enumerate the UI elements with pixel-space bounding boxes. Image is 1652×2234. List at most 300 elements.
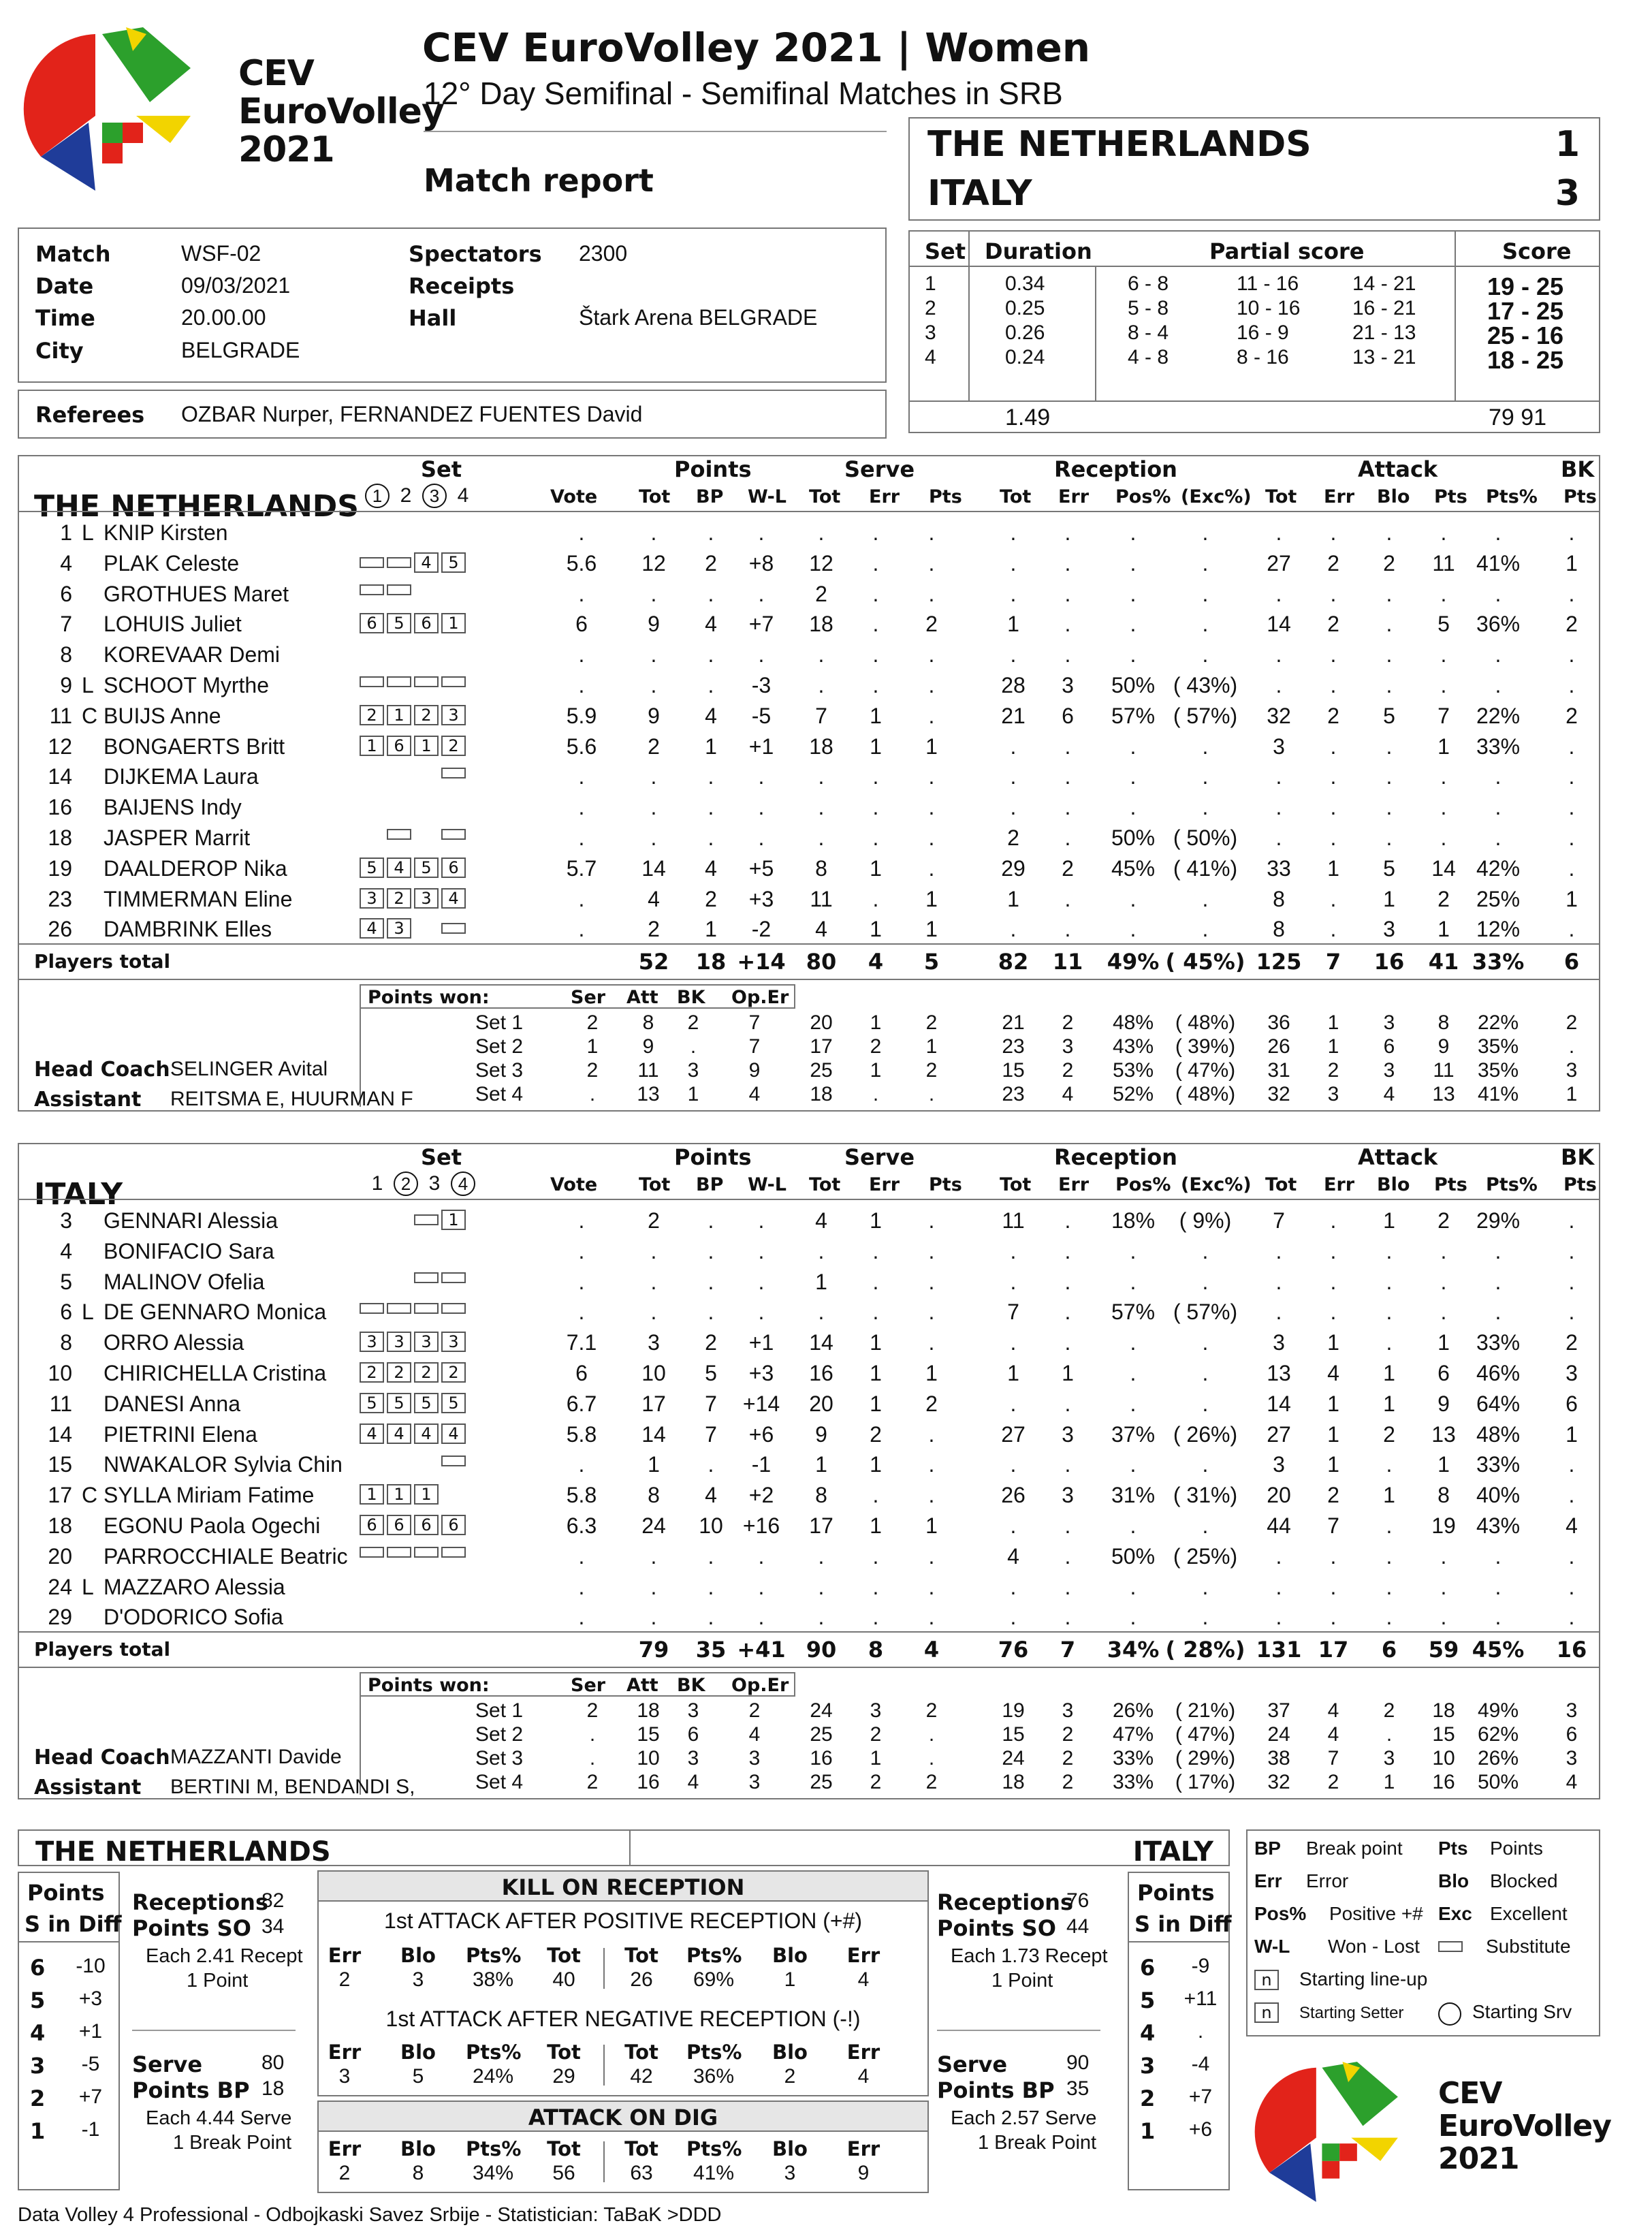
player-number: 15 [48,1452,72,1477]
player-stat: . [1010,734,1017,759]
h-reception: Reception [1054,1144,1177,1170]
player-stat: 22% [1476,703,1521,728]
set-2-col-2: 5 - 8 [1128,297,1169,319]
starting-position: 2 [360,705,384,725]
player-stat: . [650,1238,657,1263]
set-2-col-3: 10 - 16 [1237,297,1301,319]
set-3-col-4: 21 - 13 [1352,321,1416,344]
substitute-icon [441,768,466,778]
player-stat: . [1010,1238,1017,1263]
cev-logo-icon [14,14,204,204]
player-stat: . [578,1543,585,1569]
player-stat: 27 [1001,1421,1026,1447]
player-stat: . [650,764,657,789]
bottom-logo [1246,2050,1611,2214]
bp-label: Points BP [937,2077,1055,2103]
legend-desc: Positive +# [1329,1903,1423,1924]
player-number: 18 [48,1513,72,1538]
h-set: Set [421,1144,462,1170]
assistant-names: REITSMA E, HUURMAN F [170,1088,413,1111]
rot-zone: 4 [1140,2020,1156,2046]
starting-position: 2 [387,888,411,909]
player-stat: 4 [705,855,717,881]
team-a-panel [18,455,1600,1112]
player-row [19,1358,1599,1388]
set-row-stat: 31 [1267,1059,1290,1082]
dig-title: ATTACK ON DIG [528,2105,718,2130]
city-key: City [35,338,84,364]
set-row-stat: 41% [1477,1083,1519,1106]
sets-h-duration: Duration [985,238,1092,264]
player-stat: ( 25%) [1173,1543,1238,1569]
player-stat: 40% [1476,1483,1521,1508]
player-stat: . [758,520,765,545]
player-number: 26 [48,917,72,942]
set-row-stat: 62% [1477,1723,1519,1746]
player-stat: . [1495,673,1502,697]
player-stat: 4 [815,1208,827,1233]
player-stat: . [708,795,714,820]
player-stat: . [578,1574,585,1599]
player-stat: . [928,825,935,850]
each1: Each 2.41 Recept [146,1945,303,1967]
player-sets [360,858,468,878]
team1-name: THE NETHERLANDS [927,124,1312,165]
city-value: BELGRADE [181,338,300,362]
player-name: DANESI Anna [104,1391,240,1416]
player-stat: 64% [1476,1391,1521,1416]
player-stat: . [1130,1605,1137,1630]
stat-v: 69% [693,1968,735,1991]
player-stat: . [1495,520,1502,545]
set-row-won: 4 [748,1083,761,1106]
player-sets [360,736,468,756]
col-h: Err [328,1944,362,1967]
sub-h-err-5: Err [869,486,900,507]
set-row-stat: 1 [1327,1011,1339,1035]
player-stat: 3 [1273,734,1285,759]
player-stat: . [1330,1238,1337,1263]
rec-value: 76 [1066,1889,1090,1912]
starting-position: 5 [387,613,411,633]
stat-v: 41% [693,2162,735,2184]
reception-serve-a [132,1880,309,2193]
player-stat: . [1568,1483,1575,1508]
col-h: Blo [400,2041,436,2064]
set-row-stat: 3 [1566,1059,1578,1082]
sub-h-wl-3: W-L [748,1174,787,1195]
sets-h-score: Score [1502,238,1572,264]
player-stat: -1 [751,1452,772,1477]
pw-bk: BK [677,1675,705,1697]
set-row-won: 2 [586,1011,599,1035]
player-stat: . [1275,642,1282,667]
player-stat: . [928,795,935,820]
player-stat: . [928,764,935,789]
player-stat: . [1202,795,1209,820]
player-stat: 5 [1383,703,1395,728]
player-row [19,1419,1599,1449]
set-1-col-5: 19 - 25 [1487,272,1564,300]
player-stat: . [1130,734,1137,759]
player-stat: 3 [1566,1361,1578,1385]
set-row-stat: . [1386,1723,1393,1746]
assistant-names: BERTINI M, BENDANDI S, [170,1776,415,1799]
player-stat: . [1130,1361,1137,1385]
substitute-icon [387,676,411,687]
set-row-stat: 3 [1383,1059,1395,1082]
player-stat: 5.8 [566,1483,597,1508]
player-stat: 3 [1273,1330,1285,1355]
sub-h-tot-7: Tot [1000,1174,1032,1195]
player-stat: 1 [870,917,882,942]
starting-position: 1 [414,1484,439,1505]
substitute-icon [414,676,439,687]
so-label: Points SO [937,1915,1056,1941]
player-stat: . [1330,673,1337,697]
hall-value: Štark Arena BELGRADE [579,305,818,330]
players-total-label: Players total [34,950,171,973]
player-stat: . [1568,1452,1575,1477]
stat-v: 42 [630,2065,653,2088]
set-row-stat: 2 [925,1011,938,1035]
receipts-key: Receipts [409,273,515,299]
player-stat: 2 [1327,1483,1339,1508]
player-stat: . [650,1543,657,1569]
set-row-stat: 4 [1062,1083,1074,1106]
player-role: L [82,520,94,545]
title-divider [424,131,887,132]
player-stat: . [1202,764,1209,789]
player-stat: +14 [742,1391,780,1416]
player-stat: . [1568,581,1575,606]
player-number: 7 [60,612,72,637]
player-stat: 1 [815,1269,827,1294]
sub-h-pos-9: Pos% [1115,486,1171,507]
player-stat: . [1064,1543,1071,1569]
total-stat: 82 [998,949,1029,975]
player-row [19,1511,1599,1541]
set-row-stat: 1 [1383,1771,1395,1794]
rot-zone: 5 [1140,1987,1156,2013]
stat-v: 4 [857,2065,870,2088]
player-stat: . [1495,581,1502,606]
player-stat: 1 [925,734,938,759]
player-stat: 5 [705,1361,717,1385]
player-number: 4 [60,1238,72,1263]
player-stat: 2 [1566,1330,1578,1355]
player-stat: . [872,673,879,697]
set-row-label: Set 3 [475,1747,524,1770]
set-3-col-1: 0.26 [1005,321,1045,344]
player-stat: . [578,764,585,789]
player-number: 8 [60,642,72,667]
player-stat: 6 [575,612,588,637]
starting-position: 1 [360,1484,384,1505]
rot-diff: +3 [78,1987,103,2010]
set-row-stat: 3 [1566,1699,1578,1722]
player-name: PARROCCHIALE Beatric [104,1543,348,1569]
set-4-col-4: 13 - 21 [1352,346,1416,368]
player-number: 1 [60,520,72,545]
player-stat: 8 [1273,917,1285,942]
player-stat: 1 [1327,1330,1339,1355]
player-stat: . [928,855,935,881]
spectators-key: Spectators [409,241,542,267]
player-stat: 1 [1383,1483,1395,1508]
legend-desc: Excellent [1490,1903,1568,1924]
so-label: Points SO [132,1915,251,1941]
player-stat: 4 [705,703,717,728]
player-stat: . [928,520,935,545]
bottom-logo-text-1: CEV [1438,2076,1502,2111]
substitute-icon [414,1303,439,1314]
rot-diff: -5 [81,2053,100,2075]
set-row-stat: ( 48%) [1175,1011,1236,1035]
summary-team-b: ITALY [1132,1836,1213,1868]
header-divider [19,511,1599,512]
sub-h-ptsp-15: Pts% [1486,1174,1538,1195]
set-4-col-0: 4 [925,346,936,368]
set-row-stat: 53% [1112,1059,1154,1082]
player-stat: 1 [1383,1391,1395,1416]
player-stat: . [1495,642,1502,667]
player-stat: . [872,825,879,850]
set-row-stat: 25 [810,1059,833,1082]
player-stat: . [1064,1238,1071,1263]
player-name: CHIRICHELLA Cristina [104,1361,327,1385]
player-stat: 2 [705,1330,717,1355]
total-stat: 5 [923,949,940,975]
player-stat: . [1064,1452,1071,1477]
player-stat: . [650,673,657,697]
player-stat: 33% [1476,1330,1521,1355]
player-stat: . [1202,917,1209,942]
set-3-col-0: 3 [925,321,936,344]
set-num-1: 1 [365,484,390,508]
stat-v: 2 [338,2162,351,2184]
starting-position: 2 [414,705,439,725]
player-stat: 1 [870,703,882,728]
set-row-won: 9 [748,1059,761,1082]
player-stat: . [650,1605,657,1630]
player-stat: 6.7 [566,1391,597,1416]
rot-diff: +1 [78,2020,103,2043]
set-num-2: 2 [400,484,412,507]
rot-zone: 5 [30,1987,46,2013]
starting-position: 4 [414,1423,439,1444]
player-stat: 3 [1062,673,1074,697]
set-row-stat: 1 [870,1059,882,1082]
player-stat: . [1568,673,1575,697]
set-row-label: Set 2 [475,1723,524,1746]
player-number: 29 [48,1605,72,1630]
player-stat: . [578,1208,585,1233]
logo-text-2: EuroVolley [238,91,444,132]
player-number: 11 [49,703,72,728]
player-stat: . [1568,1574,1575,1599]
player-sets [360,552,468,573]
player-stat: 6 [1566,1391,1578,1416]
player-name: SCHOOT Myrthe [104,673,269,697]
player-stat: . [1064,550,1071,576]
player-stat: . [1568,1208,1575,1233]
player-stat: 2 [1383,550,1395,576]
player-sets [360,1576,468,1589]
substitute-icon [360,557,384,568]
player-stat: . [872,612,879,637]
player-stat: . [872,550,879,576]
substitute-icon [414,1272,439,1283]
player-stat: 50% [1111,673,1156,697]
sub-h-ptsp-15: Pts% [1486,486,1538,507]
set-row-stat: 52% [1112,1083,1154,1106]
sub-h-pts-6: Pts [929,1174,962,1195]
team-name: THE NETHERLANDS [34,489,359,524]
player-sets [360,1515,468,1535]
player-stat: . [1202,1391,1209,1416]
set-row-stat: . [928,1723,935,1746]
player-stat: 5.7 [566,855,597,881]
player-row [19,548,1599,578]
rec-label: Receptions [937,1889,1073,1915]
set-3-col-2: 8 - 4 [1128,321,1169,344]
player-stat: . [1568,917,1575,942]
starting-position: 1 [387,1484,411,1505]
rot-diff: -1 [81,2118,100,2141]
player-stat: . [708,825,714,850]
set-row-stat: 4 [1327,1699,1339,1722]
player-stat: . [872,795,879,820]
player-stat: 14 [1267,1391,1291,1416]
player-stat: 5 [1383,855,1395,881]
starting-position: 4 [360,1423,384,1444]
player-stat: . [1275,1269,1282,1294]
player-stat: . [1440,825,1447,850]
player-name: JASPER Marrit [104,825,251,850]
player-stat: . [1440,673,1447,697]
total-stat: 7 [1060,1637,1076,1663]
player-stat: 27 [1267,550,1291,576]
substitute-icon [387,829,411,840]
player-row [19,914,1599,944]
summary-team-a: THE NETHERLANDS [35,1836,331,1868]
set-row-stat: 2 [870,1771,882,1794]
total-stat: 4 [923,1637,940,1663]
set-row-stat: 2 [1327,1771,1339,1794]
player-stat: . [1386,1513,1393,1538]
player-row [19,823,1599,853]
set-row-stat: 24 [810,1699,833,1722]
sets-table [908,230,1600,402]
starting-position: 5 [414,858,439,878]
set-row-stat: . [928,1747,935,1770]
player-stat: . [1010,1330,1017,1355]
set-row-won: 7 [748,1035,761,1058]
player-name: D'ODORICO Sofia [104,1605,283,1630]
starting-position: 6 [414,613,439,633]
set-num-2: 2 [394,1171,418,1196]
player-stat: . [1386,734,1393,759]
player-stat: . [1202,581,1209,606]
pw-att: Att [626,1675,658,1697]
stat-v: 1 [784,1968,796,1991]
sub-h-blo-13: Blo [1377,1174,1410,1195]
player-stat: . [578,886,585,911]
player-stat: . [1386,1574,1393,1599]
set-row-won: 3 [687,1747,699,1770]
set-row-stat: 2 [870,1035,882,1058]
player-stat: 2 [648,734,660,759]
starting-position: 4 [414,552,439,573]
player-stat: 1 [1566,886,1578,911]
set-row-won: 11 [637,1059,659,1082]
player-stat: +5 [748,855,774,881]
set-row-stat: 13 [1432,1083,1455,1106]
player-sets [360,522,468,535]
set-row-stat: 1 [870,1011,882,1035]
player-stat: . [1568,1269,1575,1294]
sub-h-tot-1: Tot [639,1174,671,1195]
set-row-stat: 25 [810,1771,833,1794]
starting-position: 5 [414,1393,439,1413]
legend-key: W-L [1254,1936,1290,1957]
player-stat: . [758,1605,765,1630]
set-row-stat: 43% [1112,1035,1154,1058]
player-stat: 6 [1062,703,1074,728]
set-row-stat: 4 [1566,1771,1578,1794]
player-stat: . [1386,764,1393,789]
set-1-col-2: 6 - 8 [1128,272,1169,295]
player-stat: 11 [810,886,833,911]
substitute-icon [441,676,466,687]
rotation-team-a [18,1872,120,2190]
player-row [19,853,1599,883]
set-row-stat: 2 [925,1771,938,1794]
player-row [19,1206,1599,1236]
col-h: Blo [400,2137,436,2160]
player-stat: . [928,642,935,667]
sub-h-pts-16: Pts [1563,1174,1597,1195]
starting-position: 2 [360,1362,384,1383]
player-stat: . [1064,581,1071,606]
starting-position: 5 [441,552,466,573]
player-stat: . [1495,795,1502,820]
player-number: 11 [49,1391,72,1416]
player-stat: . [578,1300,585,1325]
player-stat: . [1568,642,1575,667]
player-stat: 4 [648,886,660,911]
player-stat: . [578,642,585,667]
substitute-icon [441,923,466,934]
player-sets [360,766,468,778]
sub-h-err-8: Err [1058,486,1090,507]
starting-position: 2 [441,736,466,756]
player-stat: 2 [1566,612,1578,637]
player-name: EGONU Paola Ogechi [104,1513,321,1538]
player-stat: . [758,764,765,789]
player-row [19,1267,1599,1297]
legend-desc: Starting Srv [1472,2001,1572,2022]
rot-diff: -9 [1191,1955,1210,1977]
player-name: GENNARI Alessia [104,1208,279,1233]
legend-key: BP [1254,1838,1281,1859]
neg-title: 1st ATTACK AFTER NEGATIVE RECEPTION (-!) [385,2007,861,2031]
player-stat: -2 [751,917,772,942]
set-row-stat: ( 48%) [1175,1083,1236,1106]
set-row-stat: 2 [1062,1059,1074,1082]
rot-diff: +7 [78,2086,103,2108]
